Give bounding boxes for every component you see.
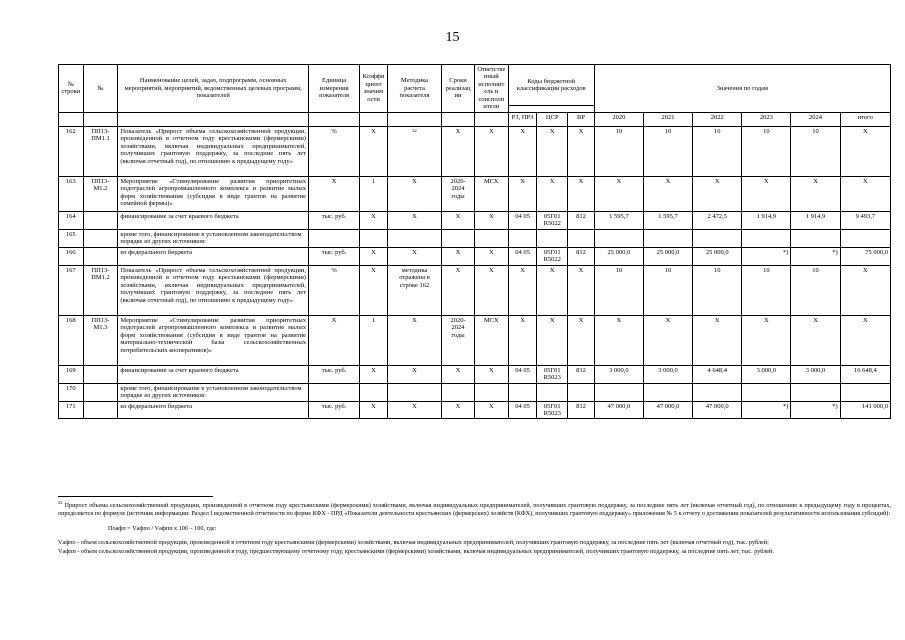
cell-2022 [693,383,742,401]
header-2020: 2020 [594,112,643,126]
cell-2022: X [693,176,742,211]
cell-2023: 3 000,0 [742,365,791,383]
cell-name: Показатель «Прирост объема сельскохозяйственной продукции, произведенной в отчетном году крестьянскими (фермерскими) хозяйствами, включая индивидуальных предпринимателей, получивших грантовую поддержку, за последние пять лет (включая отчетный год), по отношению к предыдущему году» [118,126,309,176]
cell-2023: X [742,176,791,211]
cell-2023: X [742,315,791,365]
footnote [58,500,891,556]
header-blank-3 [118,112,309,126]
cell-coef: 1 [360,176,388,211]
cell-total [840,229,890,247]
header-blank-4 [308,112,359,126]
cell-resp: X [474,211,508,229]
cell-rz: 04 05 [508,365,537,383]
cell-term: X [442,365,475,383]
header-2023: 2023 [742,112,791,126]
cell-name: кроме того, финансирование в установленном законодательством порядке из других источников: [118,383,309,401]
cell-coef: X [360,401,388,419]
cell-term [442,383,475,401]
cell-name: Мероприятие «Стимулирование развития приоритетных подотраслей агропромышленного комплекса и развитие малых форм хозяйствования (субсидия в виде грантов на развитие семейной фермы)» [118,176,309,211]
cell-2022: 47 000,0 [693,401,742,419]
cell-unit: % [308,126,359,176]
cell-2021: 25 000,0 [643,247,692,265]
cell-2022: 10 [693,126,742,176]
cell-2021: 1 595,7 [643,211,692,229]
cell-method [387,126,441,176]
cell-2021: X [643,176,692,211]
cell-vr [568,229,595,247]
cell-2021: 10 [643,265,692,315]
cell-name: Показатель «Прирост объема сельскохозяйственной продукции, произведенной в отчетном году крестьянскими (фермерскими) хозяйствами, включая индивидуальных предпринимателей, получивших грантовую поддержку, за последние пять лет (включая отчетный год), по отношению к предыдущему году» [118,265,309,315]
footnote-ref: 22 [412,127,417,133]
cell-vr: X [568,265,595,315]
cell-2024: 1 914,9 [791,211,840,229]
cell-rz: X [508,315,537,365]
cell-2021: X [643,315,692,365]
cell-2024: *) [791,247,840,265]
footnote-divider [58,496,213,497]
cell-2023: 10 [742,126,791,176]
cell-total: X [840,126,890,176]
cell-coef: X [360,265,388,315]
cell-resp: X [474,365,508,383]
cell-rz: 04 05 [508,211,537,229]
cell-2020: 10 [594,126,643,176]
cell-num [83,211,118,229]
cell-2020: 3 000,0 [594,365,643,383]
cell-2022: 4 648,4 [693,365,742,383]
cell-unit: % [308,265,359,315]
footnote-mark: 22 [58,500,63,505]
header-method: Методика расчета показателя [387,65,441,113]
cell-name: из федерального бюджета [118,247,309,265]
cell-num [83,383,118,401]
cell-method: методика отражена в строке 162 [387,265,441,315]
cell-num: ПП13-ПМ1.1 [83,126,118,176]
cell-line: 162 [59,126,84,176]
cell-2021 [643,229,692,247]
header-term: Сроки реализации [442,65,475,113]
cell-csr: 05Г01 R5022 [537,247,568,265]
cell-resp: X [474,401,508,419]
cell-vr: 812 [568,247,595,265]
cell-num: ПП13-М1.3 [83,315,118,365]
cell-csr: X [537,126,568,176]
cell-2023: 1 914,9 [742,211,791,229]
cell-unit: X [308,176,359,211]
cell-2021 [643,383,692,401]
cell-rz: X [508,126,537,176]
cell-line: 169 [59,365,84,383]
cell-vr: X [568,315,595,365]
cell-2023 [742,229,791,247]
header-blank-8 [474,112,508,126]
footnote-definition-1: Vафпо - объем сельскохозяйственной продукции, произведенной в отчетном году крестьянскими (фермерскими) хозяйствами, включая индивидуальных предпринимателей, получивших грантовую поддержку, за последние пять лет (включая отчетный год), тыс. рублей; [58,539,769,547]
cell-num [83,365,118,383]
cell-2020: 47 000,0 [594,401,643,419]
cell-2023 [742,383,791,401]
cell-coef [360,229,388,247]
cell-vr: 812 [568,211,595,229]
cell-unit [308,383,359,401]
cell-unit: X [308,315,359,365]
cell-line: 167 [59,265,84,315]
cell-2024: 3 000,0 [791,365,840,383]
cell-vr [568,383,595,401]
table-row [59,247,891,265]
table-row [59,365,891,383]
cell-line: 163 [59,176,84,211]
cell-csr: 05Г01 R5023 [537,401,568,419]
header-2021: 2021 [643,112,692,126]
indicators-table [58,64,891,419]
header-num: № [83,65,118,113]
cell-2022: 10 [693,265,742,315]
cell-num: ПП13-ПМ1.2 [83,265,118,315]
cell-coef [360,383,388,401]
cell-resp: МСХ [474,176,508,211]
cell-rz [508,229,537,247]
footnote-definition-2: Vафпп - объем сельскохозяйственной продукции, произведенной в году, предшествующему отчетному году, крестьянскими (фермерскими) хозяйствами, включая индивидуальных предпринимателей, получивших грантовую поддержку, за последние пять лет, тыс. рублей. [58,547,774,555]
header-blank-2 [83,112,118,126]
cell-unit [308,229,359,247]
cell-csr: 05Г01 R5023 [537,365,568,383]
header-total: итого [840,112,890,126]
cell-2020: 25 000,0 [594,247,643,265]
table-header [59,65,891,113]
cell-vr: X [568,126,595,176]
page-number: 15 [445,30,460,45]
cell-total [840,383,890,401]
header-blank-7 [442,112,475,126]
cell-csr [537,229,568,247]
cell-2024: *) [791,401,840,419]
cell-resp: X [474,265,508,315]
cell-2023: *) [742,401,791,419]
cell-2024: X [791,315,840,365]
cell-unit: тыс. руб. [308,247,359,265]
cell-coef: 1 [360,315,388,365]
cell-name: кроме того, финансирование в установленном законодательством порядке из других источников: [118,229,309,247]
cell-name: из федерального бюджета [118,401,309,419]
cell-total: X [840,315,890,365]
cell-csr: X [537,176,568,211]
cell-2020: X [594,176,643,211]
table-row [59,401,891,419]
table-row [59,211,891,229]
cell-rz: 04 05 [508,247,537,265]
cell-method: X [387,365,441,383]
footnote-text: Прирост объема сельскохозяйственной продукции, произведенной в отчетном году крестьянскими (фермерскими) хозяйствами, включая индивидуальных предпринимателей, получивших грантовую поддержку, за последние пять лет (включая отчетный год), по отношению к предыдущему году в процентах, определяется по формуле (источник информации: Раздел I ведомственной отчетности по форме КФХ - ПРД «Показатели деятельности крестьянских (фермерских) хозяйств (КФХ), получивших грантовую поддержку» приложения № 5 к отчету о достижении показателей результативности использования субсидий): [58,502,892,518]
cell-term: X [442,247,475,265]
table-row [59,229,891,247]
cell-term: X [442,126,475,176]
cell-total: 16 648,4 [840,365,890,383]
cell-total: X [840,176,890,211]
cell-2022: 25 000,0 [693,247,742,265]
table-row [59,176,891,211]
cell-vr: X [568,176,595,211]
cell-line: 171 [59,401,84,419]
header-coef: Коэффициент значимости [360,65,388,113]
table-row [59,315,891,365]
cell-method [387,229,441,247]
cell-name: финансирование за счет краевого бюджета [118,211,309,229]
cell-rz [508,383,537,401]
cell-term: X [442,401,475,419]
cell-2024 [791,229,840,247]
header-csr: ЦСР [537,112,568,126]
cell-2020 [594,383,643,401]
table-row [59,383,891,401]
header-budget: Коды бюджетной классификации расходов [508,65,594,106]
header-vr: ВР [568,112,595,126]
cell-method: X [387,247,441,265]
cell-2024: 10 [791,265,840,315]
cell-2020: 1 595,7 [594,211,643,229]
cell-term: X [442,211,475,229]
cell-total: 141 000,0 [840,401,890,419]
cell-2020 [594,229,643,247]
table-row [59,265,891,315]
cell-2021: 47 000,0 [643,401,692,419]
cell-coef: X [360,126,388,176]
cell-total: X [840,265,890,315]
cell-line: 164 [59,211,84,229]
header-blank-5 [360,112,388,126]
cell-2024: X [791,176,840,211]
cell-term [442,229,475,247]
cell-num [83,401,118,419]
cell-rz: X [508,176,537,211]
cell-2022: X [693,315,742,365]
header-2022: 2022 [693,112,742,126]
cell-2020: X [594,315,643,365]
cell-name: Мероприятие «Стимулирование развития приоритетных подотраслей агропромышленного комплекса и развитие малых форм хозяйствования (субсидия в виде грантов на развитие материально-технической базы сельскохозяйственных потребительских кооперативов)» [118,315,309,365]
cell-method: X [387,401,441,419]
cell-rz: X [508,265,537,315]
cell-csr: X [537,265,568,315]
cell-term: 2020-2024 годы [442,315,475,365]
table-body [59,112,891,419]
table-row [59,126,891,176]
subheader-row [59,112,891,126]
cell-term: 2020-2024 годы [442,176,475,211]
cell-num: ПП13-М1.2 [83,176,118,211]
header-unit: Единица измерения показателя [308,65,359,113]
cell-resp [474,383,508,401]
cell-term: X [442,265,475,315]
header-blank-6 [387,112,441,126]
cell-name: финансирование за счет краевого бюджета [118,365,309,383]
cell-num [83,247,118,265]
cell-resp: X [474,247,508,265]
cell-coef: X [360,211,388,229]
cell-2021: 3 000,0 [643,365,692,383]
cell-unit: тыс. руб. [308,211,359,229]
cell-resp [474,229,508,247]
cell-2024 [791,383,840,401]
header-blank-1 [59,112,84,126]
cell-method [387,383,441,401]
header-name: Наименование целей, задач, подпрограмм, основных мероприятий, мероприятий, ведомственных целевых программ, показателей [118,65,309,113]
cell-rz: 04 05 [508,401,537,419]
cell-resp: МСХ [474,315,508,365]
header-resp: Ответственный исполнитель и соисполнители [474,65,508,113]
cell-total: 75 000,0 [840,247,890,265]
cell-2023: *) [742,247,791,265]
cell-total: 9 493,7 [840,211,890,229]
cell-method: X [387,211,441,229]
header-rz: РЗ, ПРЗ [508,112,537,126]
cell-coef: X [360,365,388,383]
cell-coef: X [360,247,388,265]
cell-2021: 10 [643,126,692,176]
cell-method: X [387,176,441,211]
footnote-formula: Поафп = Vафпо / Vафпп х 100 – 100, где: [108,524,217,532]
header-row-no: № строки [59,65,84,113]
cell-2020: 10 [594,265,643,315]
cell-line: 166 [59,247,84,265]
cell-num [83,229,118,247]
cell-unit: тыс. руб. [308,365,359,383]
cell-vr: 812 [568,365,595,383]
cell-2023: 10 [742,265,791,315]
cell-csr [537,383,568,401]
header-values: Значения по годам [594,65,890,113]
cell-method: X [387,315,441,365]
footnote-main [58,500,891,519]
cell-unit: тыс. руб. [308,401,359,419]
cell-resp: X [474,126,508,176]
cell-line: 170 [59,383,84,401]
cell-2022: 2 472,5 [693,211,742,229]
cell-csr: X [537,315,568,365]
cell-2022 [693,229,742,247]
header-2024: 2024 [791,112,840,126]
cell-line: 165 [59,229,84,247]
cell-line: 168 [59,315,84,365]
cell-vr: 812 [568,401,595,419]
cell-2024: 10 [791,126,840,176]
cell-csr: 05Г01 R5022 [537,211,568,229]
